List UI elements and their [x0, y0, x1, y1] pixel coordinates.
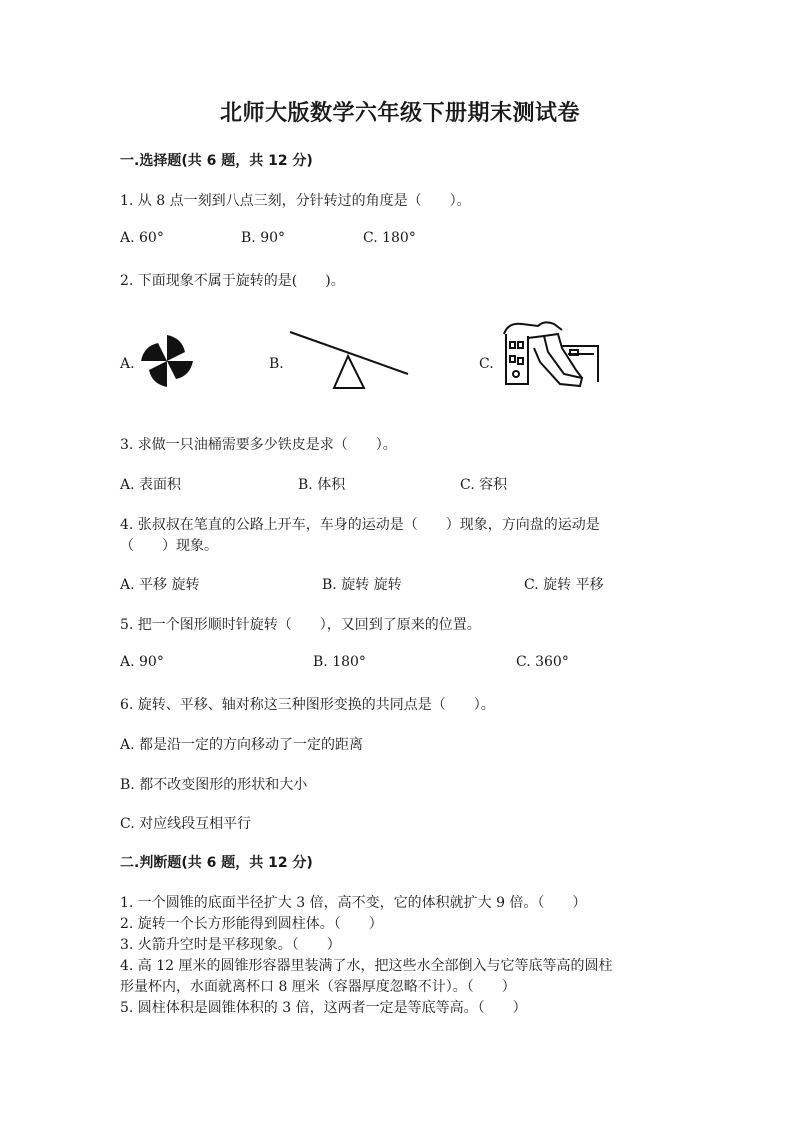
judgement-item-5: 5. 圆柱体积是圆锥体积的 3 倍，这两者一定是等底等高。（ ）	[120, 1000, 527, 1016]
question-4-option-b: B. 旋转 旋转	[322, 577, 402, 593]
question-4-text: 4. 张叔叔在笔直的公路上开车，车身的运动是（ ）现象，方向盘的运动是	[120, 517, 600, 533]
question-3-option-c: C. 容积	[460, 477, 508, 493]
question-2-text: 2. 下面现象不属于旋转的是( )。	[120, 273, 345, 289]
question-3-text: 3. 求做一只油桶需要多少铁皮是求（ ）。	[120, 437, 397, 453]
question-5-option-a: A. 90°	[120, 654, 164, 670]
slide-icon	[498, 318, 604, 390]
question-6-option-c: C. 对应线段互相平行	[120, 816, 252, 832]
question-4-option-a: A. 平移 旋转	[120, 577, 200, 593]
section-heading-judgement: 二.判断题(共 6 题，共 12 分)	[120, 855, 313, 871]
question-3-option-b: B. 体积	[298, 477, 346, 493]
seesaw-icon	[286, 328, 412, 392]
question-4-text-continued: （ ）现象。	[120, 538, 218, 554]
question-1-option-a: A. 60°	[120, 230, 164, 246]
question-6-text: 6. 旋转、平移、轴对称这三种图形变换的共同点是（ ）。	[120, 697, 495, 713]
question-4-option-c: C. 旋转 平移	[524, 577, 604, 593]
pinwheel-icon	[138, 332, 196, 390]
question-2-option-c: C.	[479, 356, 494, 372]
judgement-item-3: 3. 火箭升空时是平移现象。（ ）	[120, 937, 341, 953]
question-5-option-b: B. 180°	[313, 654, 366, 670]
judgement-item-4: 4. 高 12 厘米的圆锥形容器里装满了水，把这些水全部倒入与它等底等高的圆柱	[120, 958, 613, 974]
judgement-item-4-continued: 形量杯内，水面就离杯口 8 厘米（容器厚度忽略不计）。（ ）	[120, 979, 516, 995]
judgement-item-1: 1. 一个圆锥的底面半径扩大 3 倍，高不变，它的体积就扩大 9 倍。（ ）	[120, 895, 587, 911]
question-1-option-b: B. 90°	[241, 230, 286, 246]
question-1-text: 1. 从 8 点一刻到八点三刻，分针转过的角度是（ ）。	[120, 193, 471, 209]
section-heading-choice: 一.选择题(共 6 题，共 12 分)	[120, 153, 313, 169]
question-2-option-a: A.	[120, 356, 135, 372]
page-title: 北师大版数学六年级下册期末测试卷	[219, 101, 580, 126]
question-6-option-b: B. 都不改变图形的形状和大小	[120, 777, 308, 793]
question-1-option-c: C. 180°	[363, 230, 416, 246]
question-3-option-a: A. 表面积	[120, 477, 182, 493]
question-5-option-c: C. 360°	[516, 654, 569, 670]
judgement-item-2: 2. 旋转一个长方形能得到圆柱体。（ ）	[120, 916, 383, 932]
question-5-text: 5. 把一个图形顺时针旋转（ ），又回到了原来的位置。	[120, 617, 481, 633]
question-6-option-a: A. 都是沿一定的方向移动了一定的距离	[120, 737, 364, 753]
question-2-option-b: B.	[269, 356, 284, 372]
